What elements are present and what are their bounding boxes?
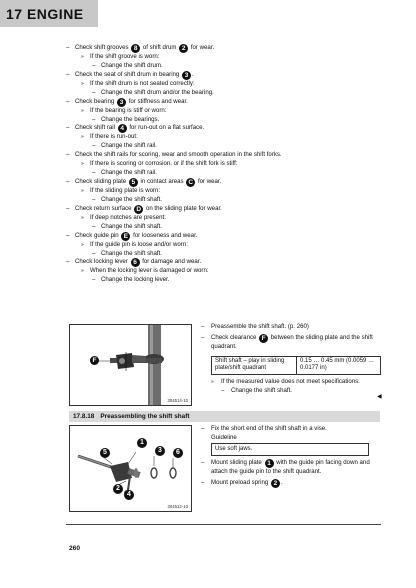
bullet-marker: » xyxy=(81,161,84,168)
bullet-marker: » xyxy=(81,107,84,114)
dash-marker: – xyxy=(66,70,70,78)
condition-item xyxy=(66,53,386,62)
action-text: Change the shift shaft. xyxy=(231,386,292,394)
step-text: If deep notches are present: xyxy=(90,213,166,221)
dash-marker: – xyxy=(92,115,96,123)
page-ref[interactable]: p. 260 xyxy=(289,323,307,330)
step-text: for damage and wear. xyxy=(140,258,202,266)
step-text: in contact areas xyxy=(138,177,186,185)
callout-3: 3 xyxy=(155,446,165,456)
part-callout: E xyxy=(121,232,130,241)
condition-item xyxy=(66,107,386,116)
action-item xyxy=(66,250,386,259)
step-text: Change the shift drum and/or the bearing. xyxy=(101,88,214,96)
callout-F: F xyxy=(90,356,99,365)
step-text: Change the shift drum. xyxy=(101,61,163,69)
section-header xyxy=(69,411,380,422)
step-text: Check return surface xyxy=(75,204,134,212)
chapter-tab xyxy=(0,0,98,27)
bullet-marker: » xyxy=(81,268,84,275)
step-text: Change the locking lever. xyxy=(101,276,170,284)
step-text: Check shift rail xyxy=(75,124,117,132)
assembly-steps: – Fix the short end of the shift shaft in a vise. Guideline Use soft jaws. – Mount sliding plate 1 with the guide pin facing down and attach the guide pin to the shift quadrant. – Mount preload spring 2 . xyxy=(201,425,386,488)
condition-item xyxy=(66,80,386,89)
figure-code: 304512-10 xyxy=(167,504,188,509)
part-callout: 3 xyxy=(117,98,126,107)
inspection-steps xyxy=(66,44,386,285)
step-check-clearance: Check clearance F between the sliding plate and the shift quadrant. xyxy=(211,333,373,350)
step-text: for wear. xyxy=(189,44,215,51)
action-item xyxy=(66,62,386,71)
condition-item xyxy=(66,187,386,196)
condition-item xyxy=(66,133,386,142)
bullet-marker: » xyxy=(81,80,84,87)
step-text: If the bearing is stiff or worn: xyxy=(90,106,167,114)
step-item xyxy=(66,124,386,133)
step-mount-spring: Mount preload spring 2 . xyxy=(211,478,283,487)
part-callout: 6 xyxy=(131,258,140,267)
step-text: for wear. xyxy=(196,177,222,185)
part-callout: 3 xyxy=(182,71,191,80)
step-item xyxy=(66,205,386,214)
step-item xyxy=(66,71,386,80)
guideline-label: Guideline xyxy=(211,433,237,441)
step-item xyxy=(66,258,386,267)
dash-marker: – xyxy=(66,151,70,159)
bullet-marker: » xyxy=(81,54,84,60)
page-number: 260 xyxy=(69,545,81,552)
dash-marker: – xyxy=(92,169,96,177)
dash-marker: – xyxy=(92,195,96,203)
part-callout: 4 xyxy=(118,124,127,133)
step-fix-shaft: Fix the short end of the shift shaft in a vise. xyxy=(211,425,327,432)
bullet-marker: » xyxy=(81,214,84,221)
end-marker: ◀ xyxy=(377,394,382,400)
section-title: Preassembling the shift shaft xyxy=(100,413,190,420)
step-text: Check locking lever xyxy=(75,258,130,266)
action-item xyxy=(66,142,386,151)
dash-marker: – xyxy=(92,142,96,150)
step-text: If there is scoring or corrosion, or if the shift fork is stiff: xyxy=(90,160,238,168)
callout-1: 1 xyxy=(137,438,147,448)
dash-marker: – xyxy=(66,124,70,132)
step-text: for looseness and wear. xyxy=(131,231,198,239)
condition-item xyxy=(66,241,386,250)
guideline-box: Use soft jaws. xyxy=(211,443,369,456)
bullet-marker: » xyxy=(81,187,84,194)
step-text: Check guide pin xyxy=(75,231,121,239)
step-text: If the sliding plate is worn: xyxy=(90,186,161,194)
part-callout: C xyxy=(186,178,195,187)
action-item xyxy=(66,89,386,98)
figure-shift-shaft-parts xyxy=(69,425,192,512)
footer-rule xyxy=(66,524,381,525)
part-callout: 2 xyxy=(179,44,188,53)
step-text: of shift drum xyxy=(141,44,179,51)
step-text: Check the seat of shift drum in bearing xyxy=(75,70,182,78)
step-text: Check the shift rails for scoring, wear and smooth operation in the shift forks. xyxy=(75,151,282,159)
step-text: Check bearing xyxy=(75,97,116,105)
callout-6: 6 xyxy=(173,448,183,458)
step-item xyxy=(66,44,386,53)
step-text: Change the shift shaft. xyxy=(101,195,162,203)
dash-marker: – xyxy=(92,88,96,96)
step-mount-sliding-plate: Mount sliding plate 1 with the guide pin facing down and attach the guide pin to the shift quadrant. xyxy=(211,458,370,475)
step-text: Change the bearings. xyxy=(101,115,160,123)
dash-marker: – xyxy=(92,276,96,284)
step-text: Change the shift shaft. xyxy=(101,222,162,230)
action-item xyxy=(66,169,386,178)
step-item xyxy=(66,151,386,160)
step-item xyxy=(66,178,386,187)
step-text: Check sliding plate xyxy=(75,177,128,185)
step-text: Change the shift rail. xyxy=(101,169,157,177)
spec-value: 0.15 … 0.45 mm (0.0059 … 0.0177 in) xyxy=(297,356,381,374)
dash-marker: – xyxy=(92,61,96,69)
dash-marker: – xyxy=(66,44,70,51)
step-text: If the shift drum is not seated correctly: xyxy=(90,79,195,87)
step-text: If the guide pin is loose and/or worn: xyxy=(90,240,188,248)
action-item xyxy=(66,116,386,125)
dash-marker: – xyxy=(92,222,96,230)
step-text: Check shift grooves xyxy=(75,44,131,51)
bullet-marker: » xyxy=(81,134,84,141)
chapter-title: 17 ENGINE xyxy=(6,5,84,22)
step-text: If the shift groove is worn: xyxy=(90,53,160,60)
step-text: Change the shift rail. xyxy=(101,142,157,150)
step-text: for run-out on a flat surface. xyxy=(127,124,205,132)
condition-item xyxy=(66,214,386,223)
part-callout: 8 xyxy=(131,44,140,53)
step-text: Change the shift shaft. xyxy=(101,249,162,257)
callout-4: 4 xyxy=(124,490,134,500)
callout-5: 5 xyxy=(100,448,110,458)
bullet-marker: » xyxy=(81,241,84,248)
section-number: 17.8.18 xyxy=(73,413,95,420)
condition-text: If the measured value does not meet specifications: xyxy=(221,377,360,385)
step-text: on the sliding plate for wear. xyxy=(144,204,222,212)
callout-2: 2 xyxy=(113,484,123,494)
part-callout: 5 xyxy=(129,178,138,187)
step-preassemble: Preassemble the shift shaft. ( xyxy=(211,323,290,330)
dash-marker: – xyxy=(66,177,70,185)
step-text: . xyxy=(192,70,194,78)
dash-marker: – xyxy=(92,249,96,257)
dash-marker: – xyxy=(66,231,70,239)
step-text: When the locking lever is damaged or worn: xyxy=(90,267,209,275)
condition-item xyxy=(66,267,386,276)
action-item xyxy=(66,196,386,205)
spec-label: Shift shaft – play in sliding plate/shift quadrant xyxy=(212,356,297,374)
step-item xyxy=(66,232,386,241)
figure-shift-shaft-clearance xyxy=(69,324,192,406)
preassemble-steps: – Preassemble the shift shaft. (p. 260) – Check clearance F between the sliding plate and the shift quadrant. Shift shaft – play in sliding plate/shift quadrant 0.15 … 0.45 mm (0.0059 … 0.0177 in) » If the measured value does not meet specifications: – Change the shift shaft. xyxy=(201,323,386,395)
dash-marker: – xyxy=(66,97,70,105)
figure-code: 304514-10 xyxy=(167,398,188,403)
condition-item xyxy=(66,160,386,169)
step-text: for stiffness and wear. xyxy=(127,97,188,105)
clearance-spec-table xyxy=(211,356,381,375)
step-text: If there is run-out: xyxy=(90,133,138,141)
action-item xyxy=(66,223,386,232)
shift-shaft-clearance-illustration xyxy=(70,325,191,405)
dash-marker: – xyxy=(66,204,70,212)
dash-marker: – xyxy=(66,258,70,266)
step-item xyxy=(66,98,386,107)
part-callout: D xyxy=(134,205,143,214)
action-item xyxy=(66,276,386,285)
